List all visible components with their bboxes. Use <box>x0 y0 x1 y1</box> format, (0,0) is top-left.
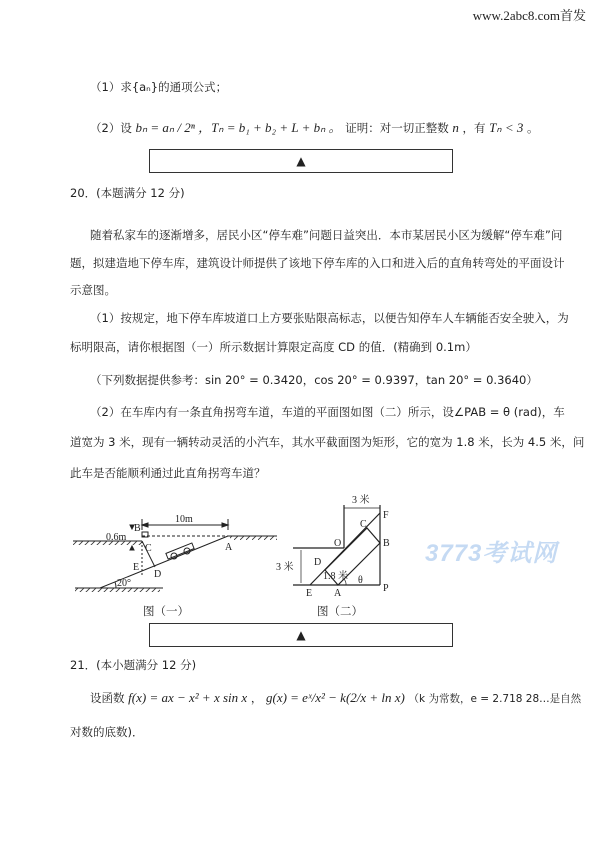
q21-text: 设函数 <box>90 691 125 705</box>
triangle-icon: ▲ <box>296 628 306 642</box>
q20-line: （2）在车库内有一条直角拐弯车道，车道的平面图如图（二）所示，设∠PAB = θ (rad)，车 <box>90 405 565 419</box>
fig2-width-top: 3 米 <box>352 495 370 506</box>
fig1-label-c: C <box>145 543 152 554</box>
fig2-car-width: 1.8 米 <box>323 571 348 582</box>
q19-part2-c: ，有 <box>462 121 486 135</box>
q21-sep: ， <box>250 691 263 705</box>
q20-line: 此车是否能顺利通过此直角拐弯车道？ <box>70 466 266 480</box>
fig2-label-o: O <box>334 538 342 549</box>
q21-title: 21．(本小题满分 12 分) <box>70 658 197 672</box>
q20-line: 道宽为 3 米，现有一辆转动灵活的小汽车，其水平截面图为矩形，它的宽为 1.8 米，长为 4.5 米，问 <box>70 435 585 449</box>
q21-g-formula: g(x) = eˣ/x² − k(2/x + ln x) <box>265 690 405 705</box>
fig2-label-p: P <box>383 583 389 594</box>
q20-line: （下列数据提供参考：sin 20° = 0.3420，cos 20° = 0.9397，tan 20° = 0.3640） <box>90 373 538 387</box>
q19-part1: （1）求{aₙ}的通项公式； <box>90 80 228 94</box>
fig2-label-a: A <box>334 588 342 599</box>
figure-1 <box>73 519 277 592</box>
fig1-height: 0.6m <box>106 532 127 543</box>
fig2-label-c: C <box>360 519 367 530</box>
q20-line: 示意图。 <box>70 283 116 297</box>
car-icon <box>166 543 194 559</box>
fig1-angle: 20° <box>117 578 131 589</box>
q20-title: 20．(本题满分 12 分) <box>70 186 185 200</box>
header-site: www.2abc8.com首发 <box>472 8 586 23</box>
fig2-label-e: E <box>306 588 313 599</box>
q20-line: 标明限高，请你根据图（一）所示数据计算限定高度 CD 的值．(精确到 0.1m） <box>70 340 477 354</box>
q19-part2-a: （2）设 <box>90 121 132 135</box>
q20-line: （1）按规定，地下停车库坡道口上方要张贴限高标志，以便告知停车人车辆能否安全驶入，为 <box>90 311 569 325</box>
fig1-dist: 10m <box>175 514 193 525</box>
q21-line2: 对数的底数)． <box>70 725 144 739</box>
q19-n: n <box>452 120 459 135</box>
q19-part2-b: 证明：对一切正整数 <box>345 121 449 135</box>
fig2-caption: 图（二） <box>317 604 363 618</box>
fig1-label-b: B <box>134 523 141 534</box>
q21-line1 <box>90 690 581 707</box>
figure-2-labels <box>276 493 390 599</box>
fig1-label-a: A <box>225 542 233 553</box>
triangle-icon: ▲ <box>296 154 306 168</box>
q19-ineq: Tₙ < 3 <box>489 120 524 135</box>
fig2-width-left: 3 米 <box>276 562 294 573</box>
q20-answer-box[interactable] <box>149 623 453 647</box>
q20-line: 随着私家车的逐渐增多，居民小区“停车难”问题日益突出．本市某居民小区为缓解“停车难”问 <box>90 228 563 242</box>
q20-line: 题，拟建造地下停车库，建筑设计师提供了该地下停车库的入口和进入后的直角转弯处的平面设计 <box>70 256 565 270</box>
q21-text: （k 为常数，e = 2.718 28…是自然 <box>408 693 582 705</box>
fig1-caption: 图（一） <box>143 604 189 618</box>
fig1-label-d: D <box>154 569 162 580</box>
q21-f-formula: f(x) = ax − x² + x sin x <box>128 690 248 705</box>
fig2-label-b: B <box>383 538 390 549</box>
fig2-label-f: F <box>383 510 389 521</box>
fig2-angle: θ <box>358 575 363 586</box>
q19-end: 。 <box>527 121 539 135</box>
fig1-label-e: E <box>133 562 140 573</box>
q19-formula: bₙ = aₙ / 2ⁿ ，Tₙ = b₁ + b₂ + L + bₙ 。 <box>135 120 342 135</box>
watermark-logo: 3773考试网 <box>425 540 558 567</box>
fig2-label-d: D <box>314 557 322 568</box>
